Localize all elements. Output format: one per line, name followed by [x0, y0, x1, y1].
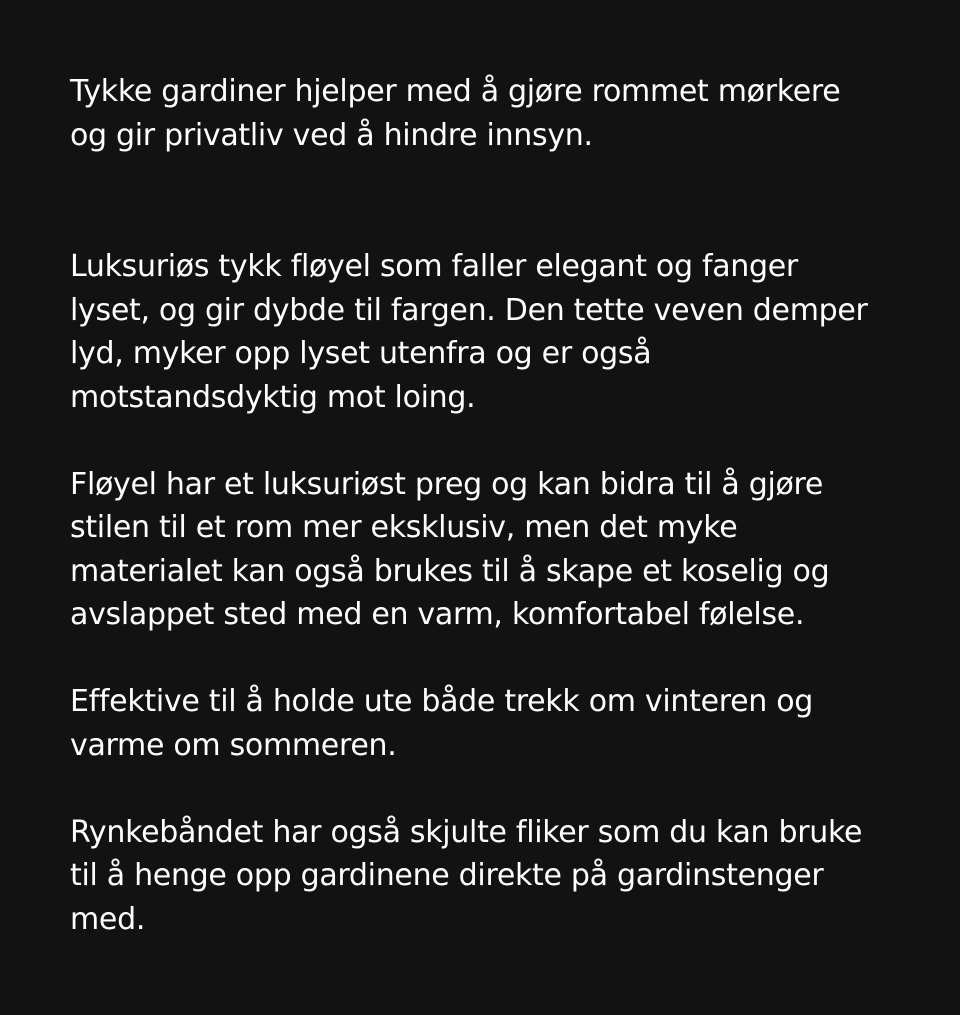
- spacer: [70, 419, 890, 463]
- paragraph-heading-tape: Rynkebåndet har også skjulte fliker som du kan bruke til å henge opp gardinene direkte på gardinstenger med.: [70, 814, 863, 937]
- paragraph-velvet: Luksuriøs tykk fløyel som faller elegant og fanger lyset, og gir dybde til fargen. Den tette veven demper lyd, myker opp lyset utenfra og er også motstandsdyktig mot loing.: [70, 249, 868, 415]
- spacer: [70, 767, 890, 811]
- paragraph-style: Fløyel har et luksuriøst preg og kan bidra til å gjøre stilen til et rom mer eksklusiv, men det myke materialet kan også brukes til å skape et koselig og avslappet sted med en varm, komfortabel følelse.: [70, 466, 830, 632]
- paragraph-insulation: Effektive til å holde ute både trekk om vinteren og varme om sommeren.: [70, 684, 814, 763]
- paragraph-dimming: Tykke gardiner hjelper med å gjøre rommet mørkere og gir privatliv ved å hindre innsyn.: [70, 74, 841, 153]
- spacer: [70, 637, 890, 681]
- spacer: [70, 157, 890, 245]
- product-description: [70, 70, 890, 941]
